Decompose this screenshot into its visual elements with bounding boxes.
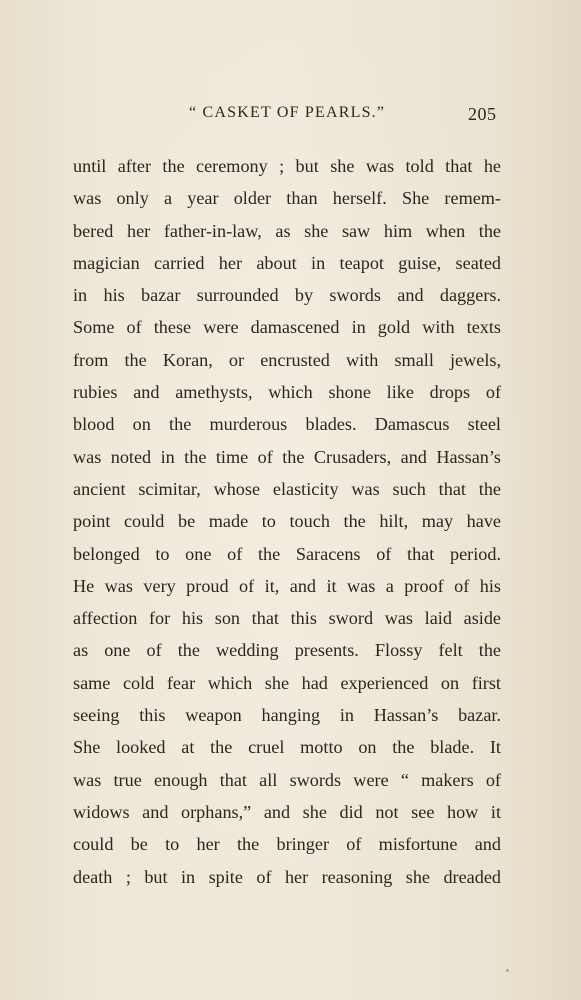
page-number: 205 bbox=[468, 104, 497, 124]
text-line: belonged to one of the Saracens of that period. bbox=[73, 543, 501, 564]
text-line: point could be made to touch the hilt, may have bbox=[73, 511, 501, 532]
text-line: widows and orphans,” and she did not see how it bbox=[73, 801, 501, 822]
text-line: could be to her the bringer of misfortune and bbox=[73, 834, 501, 855]
text-line: rubies and amethysts, which shone like drops of bbox=[73, 382, 501, 403]
text-line: affection for his son that this sword was laid aside bbox=[73, 608, 501, 629]
text-line: was true enough that all swords were “ makers of bbox=[73, 769, 501, 790]
body-text bbox=[73, 150, 501, 893]
paper-speck bbox=[506, 969, 509, 972]
text-line: same cold fear which she had experienced on first bbox=[73, 672, 501, 693]
text-line: He was very proud of it, and it was a proof of his bbox=[73, 575, 501, 596]
text-line: She looked at the cruel motto on the blade. It bbox=[73, 737, 501, 758]
text-line: bered her father-in-law, as she saw him when the bbox=[73, 220, 501, 241]
running-title: “ CASKET OF PEARLS.” bbox=[189, 104, 386, 121]
text-line: as one of the wedding presents. Flossy felt the bbox=[73, 640, 501, 661]
text-line: ancient scimitar, whose elasticity was such that the bbox=[73, 478, 501, 499]
page-header bbox=[0, 104, 581, 130]
text-line: blood on the murderous blades. Damascus steel bbox=[73, 414, 501, 435]
text-line: magician carried her about in teapot guise, seated bbox=[73, 252, 501, 273]
text-line: until after the ceremony ; but she was told that he bbox=[73, 156, 501, 176]
text-line: in his bazar surrounded by swords and daggers. bbox=[73, 285, 501, 306]
text-line: was only a year older than herself. She remem- bbox=[73, 188, 501, 209]
text-line: was noted in the time of the Crusaders, and Hassan’s bbox=[73, 446, 501, 467]
text-line: from the Koran, or encrusted with small jewels, bbox=[73, 349, 501, 370]
text-line: Some of these were damascened in gold with texts bbox=[73, 317, 501, 338]
text-line: seeing this weapon hanging in Hassan’s bazar. bbox=[73, 705, 501, 726]
text-line: death ; but in spite of her reasoning she dreaded bbox=[73, 866, 501, 887]
